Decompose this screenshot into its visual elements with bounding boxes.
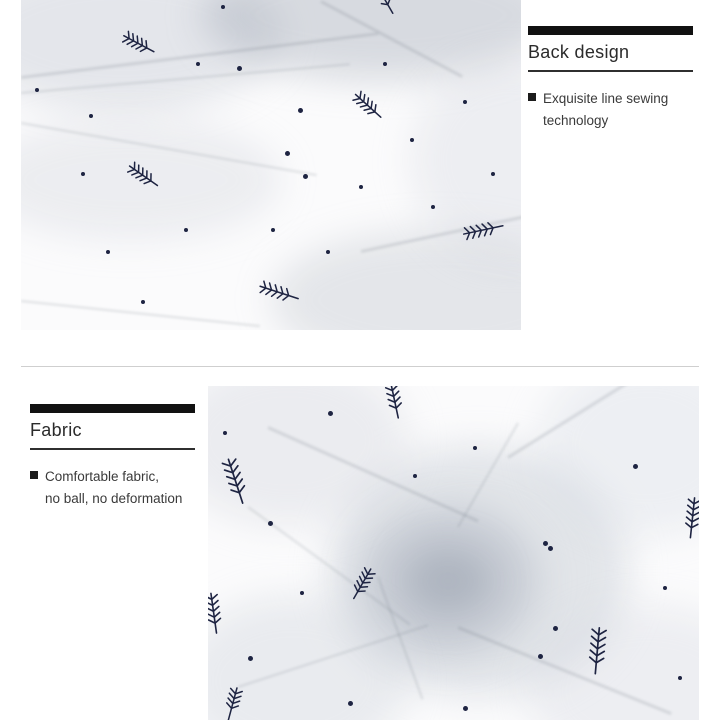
- polka-dot-motif: [300, 591, 304, 595]
- bullet-text-line: no ball, no deformation: [45, 491, 183, 506]
- bullet-text-line: Comfortable fabric,: [45, 469, 160, 484]
- polka-dot-motif: [285, 151, 290, 156]
- leaf-sprig-motif: [592, 625, 609, 660]
- polka-dot-motif: [184, 228, 188, 232]
- bullet-item: [30, 466, 210, 510]
- title-underline: [528, 70, 693, 72]
- polka-dot-motif: [271, 228, 275, 232]
- fabric-artwork-bottom: [208, 386, 699, 720]
- fold-line: [21, 300, 260, 327]
- section-title: Fabric: [30, 420, 82, 440]
- polka-dot-motif: [106, 250, 110, 254]
- accent-bar: [528, 26, 693, 35]
- leaf-sprig-motif: [385, 386, 406, 411]
- polka-dot-motif: [543, 541, 548, 546]
- bullet-text-line: technology: [543, 113, 609, 128]
- polka-dot-motif: [268, 521, 273, 526]
- polka-dot-motif: [548, 546, 553, 551]
- bullet-text: [45, 466, 182, 510]
- polka-dot-motif: [298, 108, 303, 113]
- section-title: Back design: [528, 42, 630, 62]
- polka-dot-motif: [359, 185, 363, 189]
- section-back-design: [0, 0, 720, 350]
- polka-dot-motif: [81, 172, 85, 176]
- accent-bar: [30, 404, 195, 413]
- polka-dot-motif: [221, 5, 225, 9]
- polka-dot-motif: [491, 172, 495, 176]
- polka-dot-motif: [663, 586, 667, 590]
- polka-dot-motif: [431, 205, 435, 209]
- polka-dot-motif: [633, 464, 638, 469]
- polka-dot-motif: [248, 656, 253, 661]
- square-bullet-icon: [528, 93, 536, 101]
- polka-dot-motif: [553, 626, 558, 631]
- leaf-sprig-motif: [686, 495, 699, 530]
- polka-dot-motif: [328, 411, 333, 416]
- polka-dot-motif: [326, 250, 330, 254]
- cloth-swirl-core: [403, 546, 493, 616]
- polka-dot-motif: [410, 138, 414, 142]
- bullet-text: [543, 88, 668, 132]
- polka-dot-motif: [89, 114, 93, 118]
- polka-dot-motif: [303, 174, 308, 179]
- leaf-sprig-motif: [208, 590, 224, 626]
- polka-dot-motif: [473, 446, 477, 450]
- polka-dot-motif: [35, 88, 39, 92]
- fabric-artwork-top: [21, 0, 521, 330]
- title-underline: [30, 448, 195, 450]
- section-fabric: [0, 386, 720, 720]
- polka-dot-motif: [237, 66, 242, 71]
- bullet-item: [528, 88, 708, 132]
- bullet-text-line: Exquisite line sewing: [543, 91, 669, 106]
- polka-dot-motif: [223, 431, 227, 435]
- polka-dot-motif: [348, 701, 353, 706]
- polka-dot-motif: [196, 62, 200, 66]
- fabric-caption: [30, 404, 210, 510]
- polka-dot-motif: [678, 676, 682, 680]
- leaf-sprig-motif: [351, 86, 386, 119]
- polka-dot-motif: [463, 706, 468, 711]
- back-design-caption: [528, 26, 708, 132]
- section-divider: [21, 366, 699, 367]
- square-bullet-icon: [30, 471, 38, 479]
- polka-dot-motif: [463, 100, 467, 104]
- polka-dot-motif: [538, 654, 543, 659]
- polka-dot-motif: [141, 300, 145, 304]
- polka-dot-motif: [413, 474, 417, 478]
- fabric-photo: [208, 386, 699, 720]
- polka-dot-motif: [383, 62, 387, 66]
- back-design-photo: [21, 0, 521, 330]
